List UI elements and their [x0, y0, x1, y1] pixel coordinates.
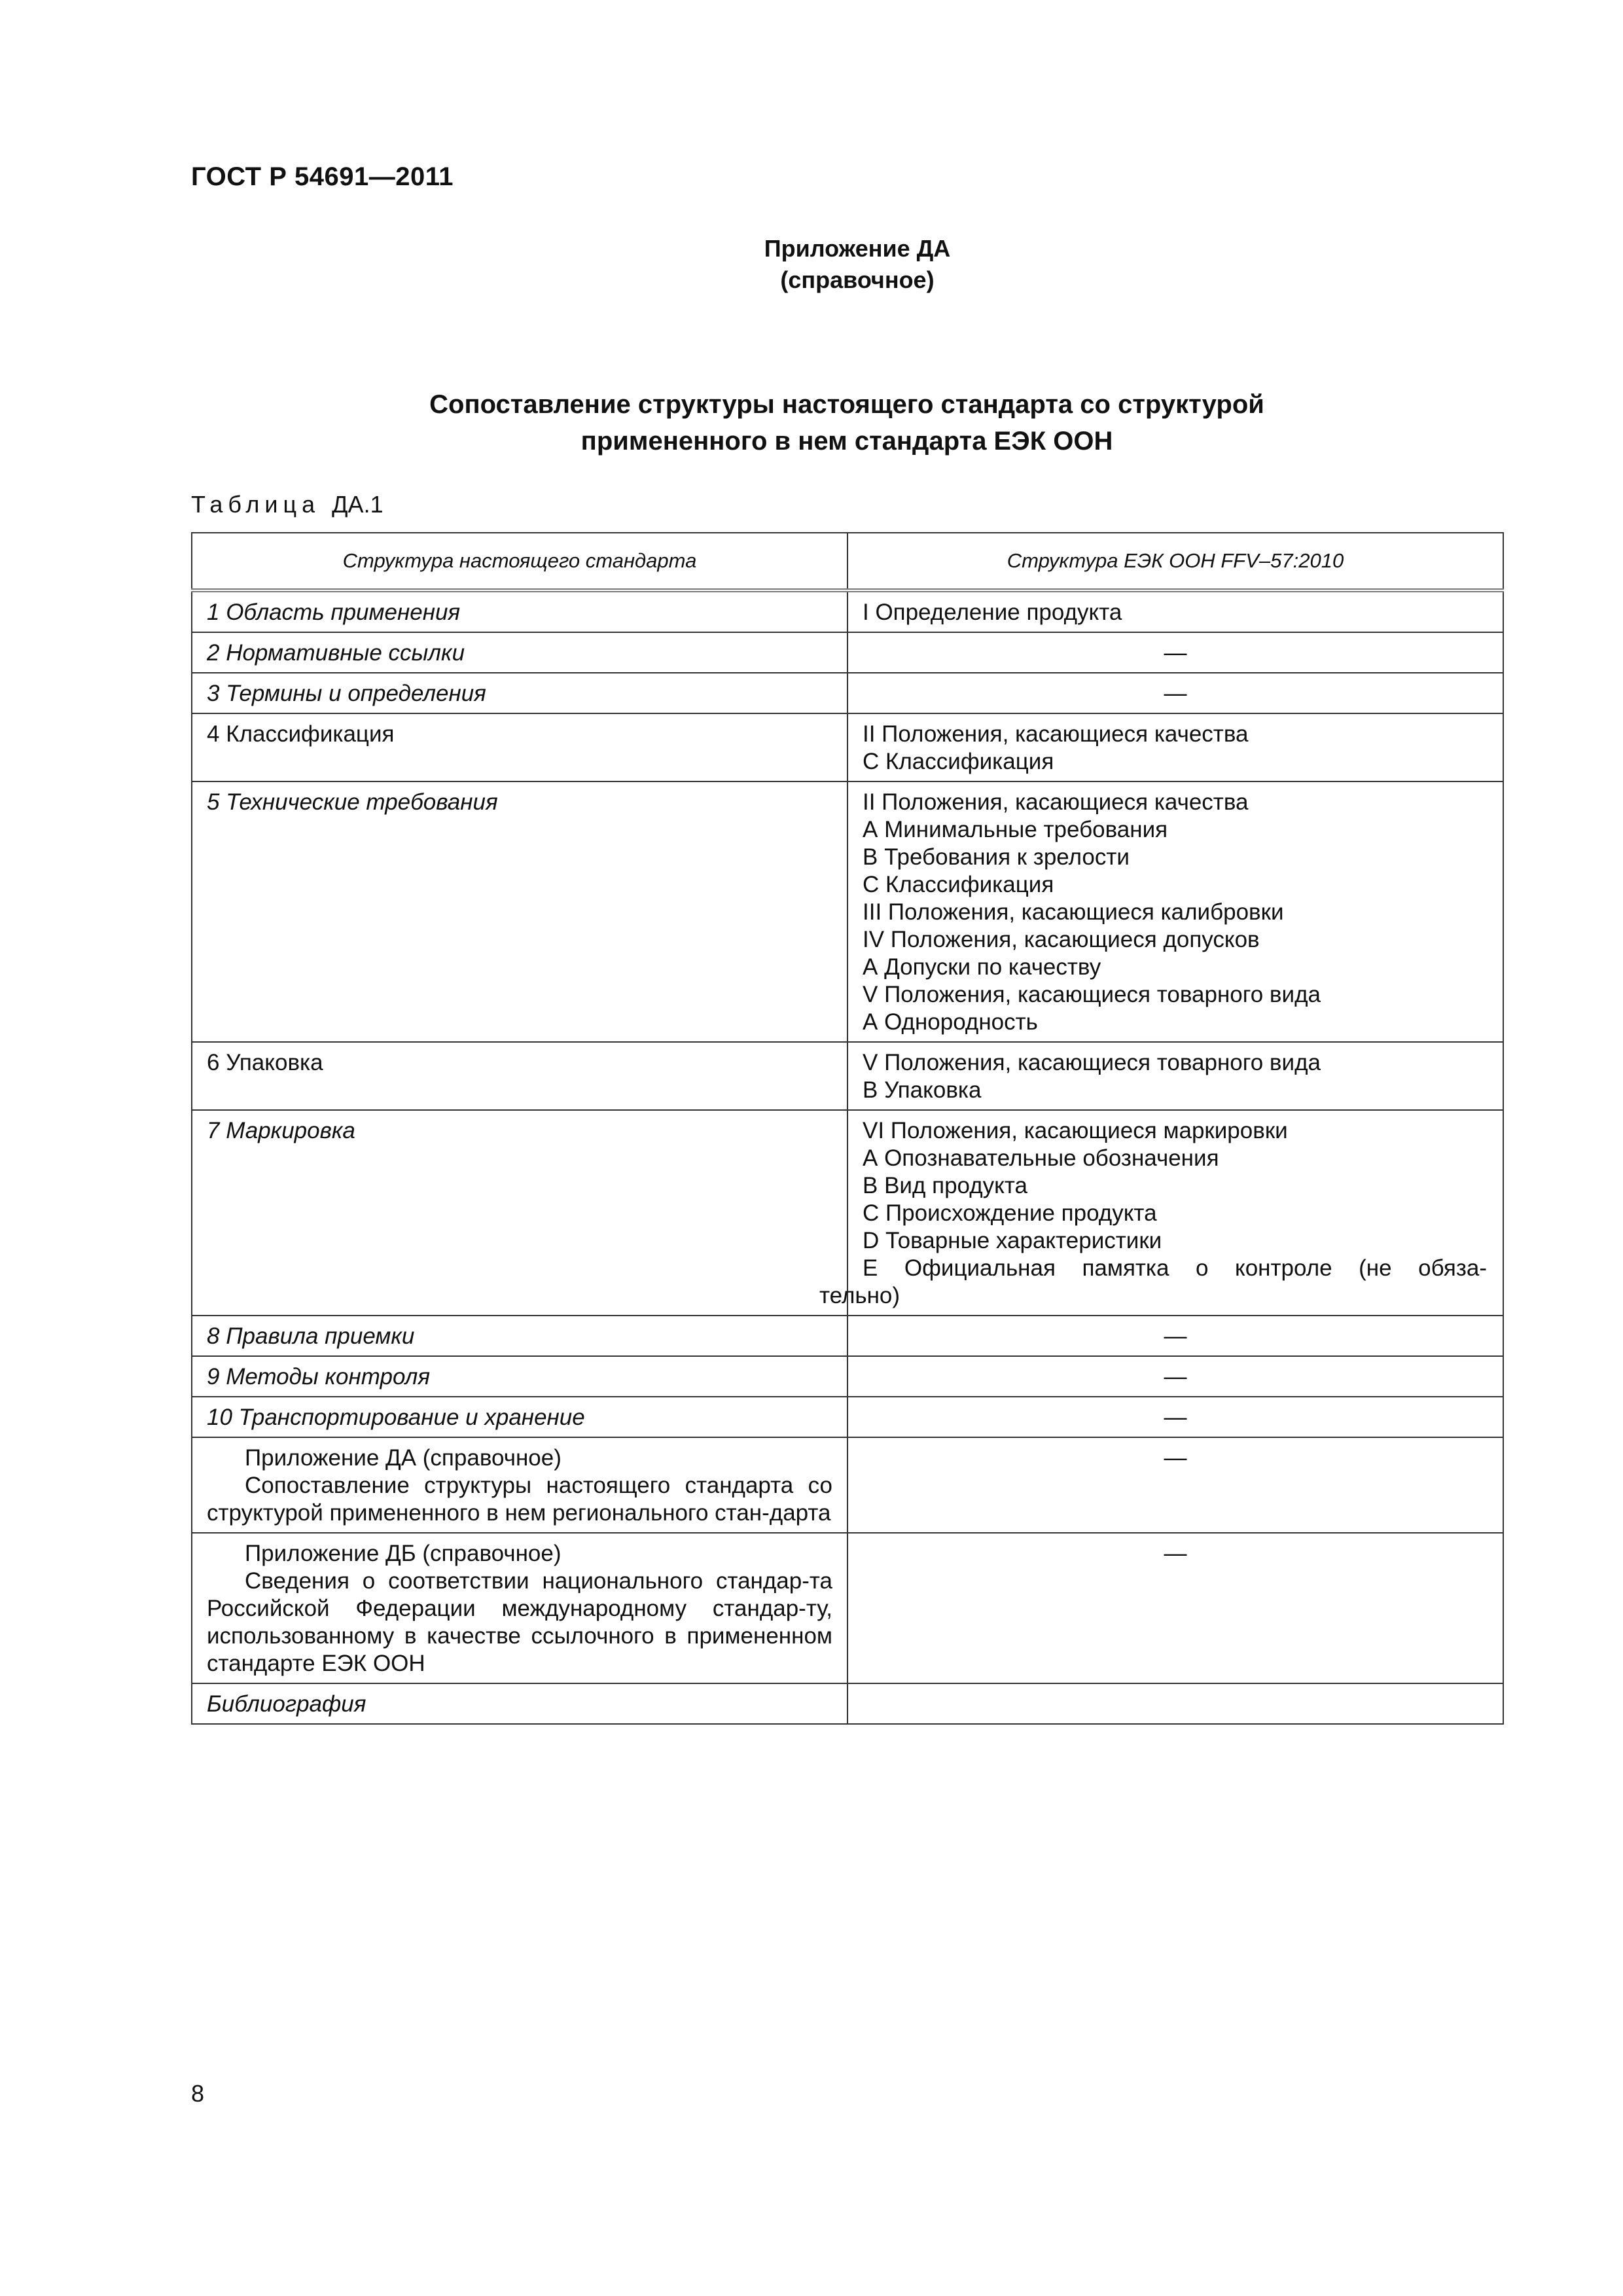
annex-subtitle: (справочное) — [780, 266, 935, 293]
cell-left: 10 Транспортирование и хранение — [192, 1397, 847, 1437]
cell-line: А Минимальные требования — [863, 817, 1168, 842]
table-row — [192, 781, 1503, 1042]
cell-right — [819, 1110, 1503, 1316]
cell-left: 5 Технические требования — [192, 781, 847, 1042]
cell-line: А Опознавательные обозначения — [863, 1145, 1219, 1171]
section-title — [191, 386, 1503, 459]
appendix-body: Сопоставление структуры настоящего стандарта со структурой примененного в нем регионального стан-дарта — [207, 1473, 832, 1526]
cell-left: 9 Методы контроля — [192, 1356, 847, 1397]
cell-right-dash: — — [847, 1316, 1503, 1356]
cell-line: III Положения, касающиеся калибровки — [863, 899, 1284, 925]
cell-right-dash: — — [847, 632, 1503, 673]
cell-line: IV Положения, касающиеся допусков — [863, 927, 1260, 952]
document-code: ГОСТ Р 54691—2011 — [191, 162, 454, 191]
cell-right-dash: — — [847, 1437, 1503, 1533]
table-row — [192, 1110, 1503, 1316]
cell-line: V Положения, касающиеся товарного вида — [863, 982, 1321, 1007]
cell-line: В Упаковка — [863, 1077, 982, 1103]
cell-left: Библиография — [192, 1683, 847, 1724]
comparison-table — [191, 532, 1504, 1725]
cell-left: 6 Упаковка — [192, 1042, 847, 1110]
annex-heading — [681, 233, 1034, 296]
section-title-line-1: Сопоставление структуры настоящего стандарта со структурой — [429, 390, 1264, 419]
cell-right — [847, 590, 1503, 632]
annex-title: Приложение ДА — [764, 235, 951, 262]
table-row — [192, 1533, 1503, 1683]
cell-right-dash: — — [847, 1533, 1503, 1683]
cell-line: I Определение продукта — [863, 600, 1122, 625]
cell-line: D Товарные характеристики — [863, 1228, 1162, 1253]
table-row — [192, 1397, 1503, 1437]
cell-right-dash: — — [847, 1356, 1503, 1397]
cell-line: С Происхождение продукта — [863, 1200, 1157, 1226]
cell-line: Е Официальная памятка о контроле (не обяза- — [863, 1255, 1487, 1281]
cell-left: 2 Нормативные ссылки — [192, 632, 847, 673]
table-row — [192, 1356, 1503, 1397]
section-title-line-2: примененного в нем стандарта ЕЭК ООН — [580, 427, 1113, 456]
cell-line: VI Положения, касающиеся маркировки — [863, 1118, 1288, 1143]
cell-line: А Допуски по качеству — [863, 954, 1101, 980]
cell-line: С Классификация — [863, 749, 1054, 774]
cell-right-empty — [847, 1683, 1503, 1724]
cell-line: V Положения, касающиеся товарного вида — [863, 1050, 1321, 1075]
table-row — [192, 1437, 1503, 1533]
cell-line: В Вид продукта — [863, 1173, 1027, 1198]
cell-line: II Положения, касающиеся качества — [863, 789, 1249, 815]
table-caption-number: ДА.1 — [332, 491, 383, 518]
cell-right-dash: — — [847, 1397, 1503, 1437]
cell-left: 7 Маркировка — [192, 1110, 847, 1316]
appendix-title: Приложение ДБ (справочное) — [245, 1541, 562, 1566]
appendix-body: Сведения о соответствии национального стандар-та Российской Федерации международному стандар-ту, использованному в качестве ссылочного в примененном стандарте ЕЭК ООН — [207, 1568, 832, 1676]
table-row — [192, 1683, 1503, 1724]
cell-left — [192, 1437, 847, 1533]
cell-right — [847, 713, 1503, 781]
table-row — [192, 1042, 1503, 1110]
table-row — [192, 590, 1503, 632]
table-row — [192, 632, 1503, 673]
cell-left: 8 Правила приемки — [192, 1316, 847, 1356]
cell-right — [847, 1042, 1503, 1110]
cell-right-dash: — — [847, 673, 1503, 713]
cell-line: С Классификация — [863, 872, 1054, 897]
cell-line: тельно) — [819, 1283, 901, 1308]
cell-line: А Однородность — [863, 1009, 1038, 1035]
cell-line: II Положения, касающиеся качества — [863, 721, 1249, 747]
cell-left: 3 Термины и определения — [192, 673, 847, 713]
header-right: Структура ЕЭК ООН FFV–57:2010 — [847, 533, 1503, 590]
table-caption — [191, 491, 383, 518]
page-number: 8 — [191, 2080, 205, 2107]
table-row — [192, 673, 1503, 713]
table-row — [192, 1316, 1503, 1356]
cell-left: 1 Область применения — [192, 590, 847, 632]
table-row — [192, 713, 1503, 781]
cell-line: В Требования к зрелости — [863, 844, 1130, 870]
table-caption-word: Таблица — [191, 491, 321, 518]
table-header-row — [192, 533, 1503, 590]
cell-left — [192, 1533, 847, 1683]
header-left: Структура настоящего стандарта — [192, 533, 847, 590]
cell-left: 4 Классификация — [192, 713, 847, 781]
cell-right — [847, 781, 1503, 1042]
appendix-title: Приложение ДА (справочное) — [245, 1445, 562, 1471]
